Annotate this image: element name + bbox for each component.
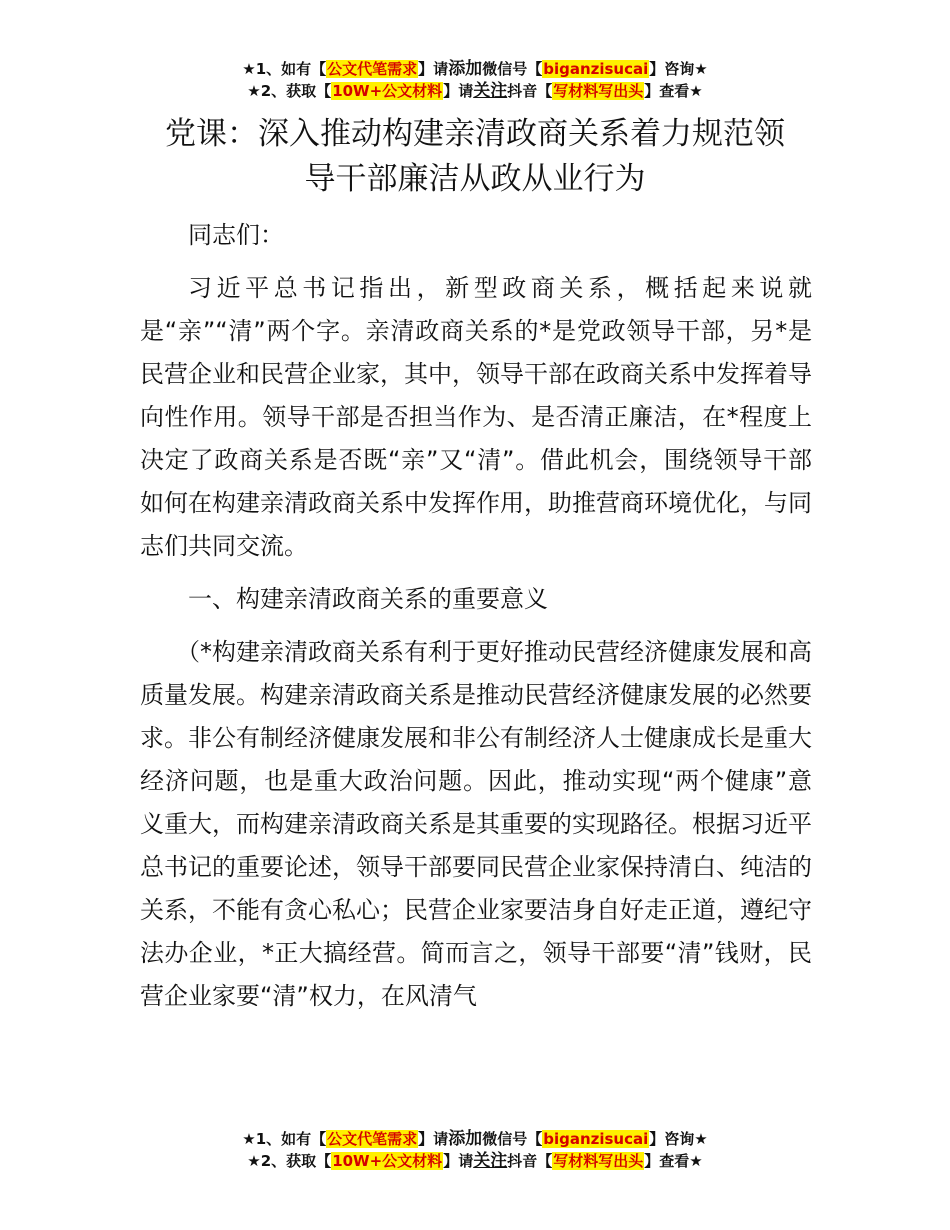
banner-text: 】请 <box>443 82 474 100</box>
banner-highlight-douyin-account: 写材料写出头 <box>553 82 644 100</box>
banner-prefix: ★1、如有【 <box>242 1130 327 1148</box>
banner-highlight-wechat-id: biganzisucai <box>543 1130 649 1148</box>
document-title-line-2: 导干部廉洁从政从业行为 <box>304 161 646 197</box>
salutation: 同志们： <box>188 221 284 249</box>
banner-highlight-wechat-id: biganzisucai <box>543 60 649 78</box>
banner-text: 】请 <box>418 1130 449 1148</box>
banner-text: 微信号【 <box>482 60 543 78</box>
header-banner-line-2 <box>0 80 950 102</box>
banner-emphasis: 关注 <box>473 81 508 101</box>
banner-emphasis: 添加 <box>448 1129 483 1149</box>
header-banner <box>0 58 950 102</box>
banner-highlight-materials: 10W+公文材料 <box>332 82 443 100</box>
banner-text: 抖音【 <box>507 82 553 100</box>
banner-emphasis: 添加 <box>448 59 483 79</box>
banner-suffix: 】咨询★ <box>649 1130 708 1148</box>
document-body <box>140 214 812 1028</box>
banner-text: 微信号【 <box>482 1130 543 1148</box>
banner-prefix: ★1、如有【 <box>242 60 327 78</box>
document-title-line-1: 党课：深入推动构建亲清政商关系着力规范领 <box>165 116 785 152</box>
banner-text: 】请 <box>418 60 449 78</box>
footer-banner-line-1 <box>0 1128 950 1150</box>
banner-highlight-douyin-account: 写材料写出头 <box>553 1152 644 1170</box>
header-banner-line-1 <box>0 58 950 80</box>
footer-banner <box>0 1128 950 1172</box>
banner-highlight-materials: 10W+公文材料 <box>332 1152 443 1170</box>
document-title <box>140 112 810 202</box>
banner-suffix: 】查看★ <box>644 1152 703 1170</box>
banner-prefix: ★2、获取【 <box>247 1152 332 1170</box>
banner-emphasis: 关注 <box>473 1151 508 1171</box>
body-paragraph-intro: 习近平总书记指出，新型政商关系，概括起来说就是“亲”“清”两个字。亲清政商关系的*是党政领导干部，另*是民营企业和民营企业家，其中，领导干部在政商关系中发挥着导向性作用。领导干部是否担当作为、是否清正廉洁，在*程度上决定了政商关系是否既“亲”又“清”。借此机会，围绕领导干部如何在构建亲清政商关系中发挥作用，助推营商环境优化，与同志们共同交流。 <box>140 274 812 560</box>
banner-text: 】请 <box>443 1152 474 1170</box>
banner-text: 抖音【 <box>507 1152 553 1170</box>
body-paragraph-1: （*构建亲清政商关系有利于更好推动民营经济健康发展和高质量发展。构建亲清政商关系是推动民营经济健康发展的必然要求。非公有制经济健康发展和非公有制经济人士健康成长是重大经济问题，也是重大政治问题。因此，推动实现“两个健康”意义重大，而构建亲清政商关系是其重要的实现路径。根据习近平总书记的重要论述，领导干部要同民营企业家保持清白、纯洁的关系，不能有贪心私心；民营企业家要洁身自好走正道，遵纪守法办企业，*正大搞经营。简而言之，领导干部要“清”钱财，民营企业家要“清”权力，在风清气 <box>140 638 812 1010</box>
banner-suffix: 】咨询★ <box>649 60 708 78</box>
banner-suffix: 】查看★ <box>644 82 703 100</box>
footer-banner-line-2 <box>0 1150 950 1172</box>
banner-prefix: ★2、获取【 <box>247 82 332 100</box>
section-heading-1: 一、构建亲清政商关系的重要意义 <box>188 585 548 613</box>
banner-highlight-service: 公文代笔需求 <box>327 1130 418 1148</box>
banner-highlight-service: 公文代笔需求 <box>327 60 418 78</box>
